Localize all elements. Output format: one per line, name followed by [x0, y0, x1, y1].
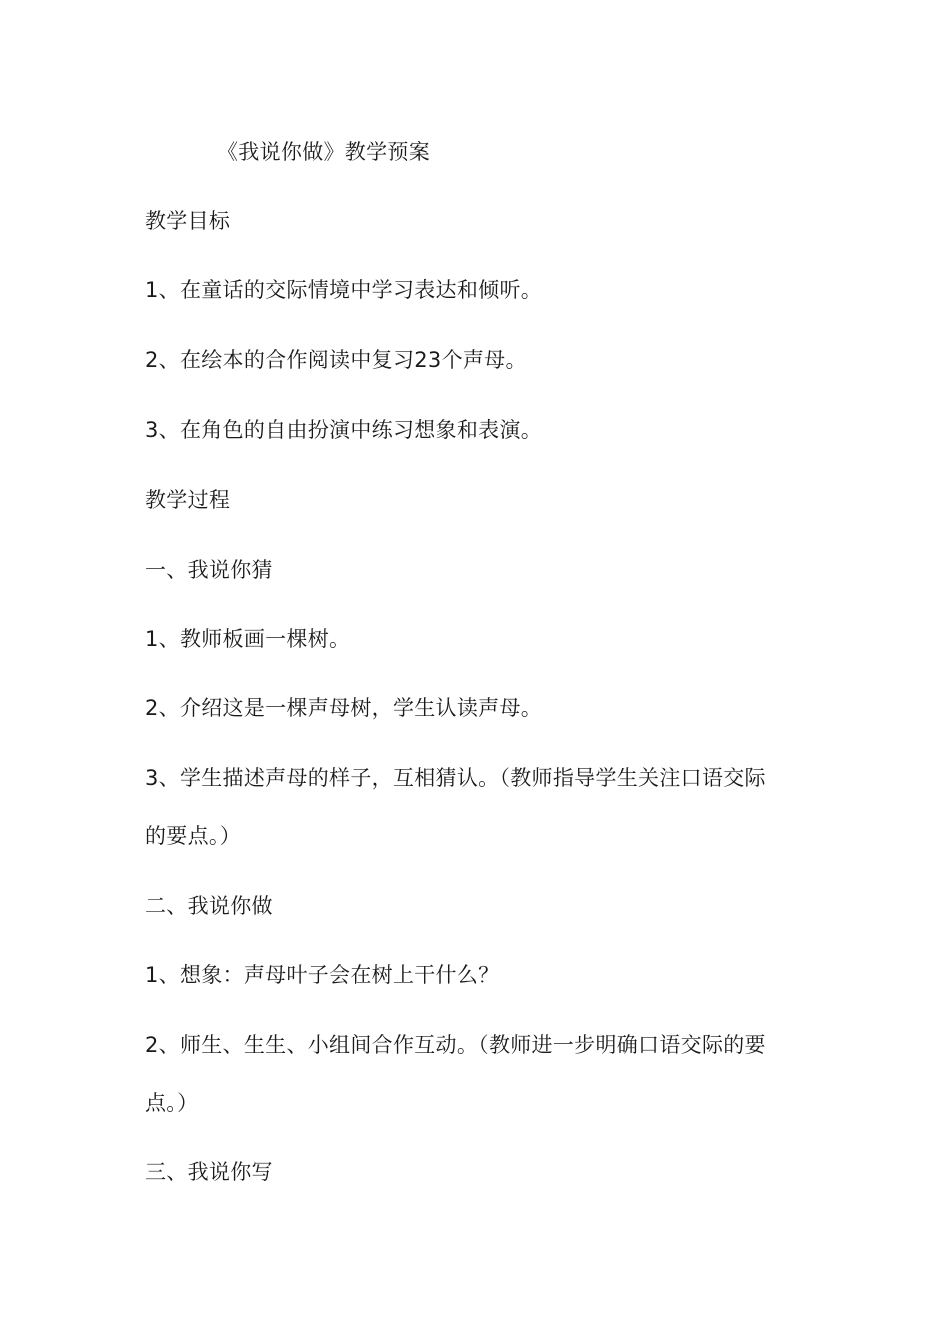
objective-item: 1、在童话的交际情境中学习表达和倾听。	[145, 278, 543, 302]
subsection-heading: 一、我说你猜	[145, 558, 273, 582]
process-item-continuation: 的要点。）	[145, 824, 241, 848]
section-heading-objectives: 教学目标	[145, 209, 231, 233]
subsection-heading: 三、我说你写	[145, 1160, 273, 1184]
objective-item: 3、在角色的自由扮演中练习想象和表演。	[145, 418, 543, 442]
process-item: 3、学生描述声母的样子，互相猜认。（教师指导学生关注口语交际	[145, 766, 766, 790]
process-item: 1、想象：声母叶子会在树上干什么？	[145, 963, 500, 987]
process-item: 2、师生、生生、小组间合作互动。（教师进一步明确口语交际的要	[145, 1033, 766, 1057]
section-heading-process: 教学过程	[145, 488, 231, 512]
process-item-continuation: 点。）	[145, 1091, 199, 1115]
process-item: 1、教师板画一棵树。	[145, 627, 351, 651]
subsection-heading: 二、我说你做	[145, 894, 273, 918]
process-item: 2、介绍这是一棵声母树，学生认读声母。	[145, 696, 543, 720]
objective-item: 2、在绘本的合作阅读中复习23个声母。	[145, 348, 527, 372]
document-title: 《我说你做》教学预案	[217, 140, 430, 164]
